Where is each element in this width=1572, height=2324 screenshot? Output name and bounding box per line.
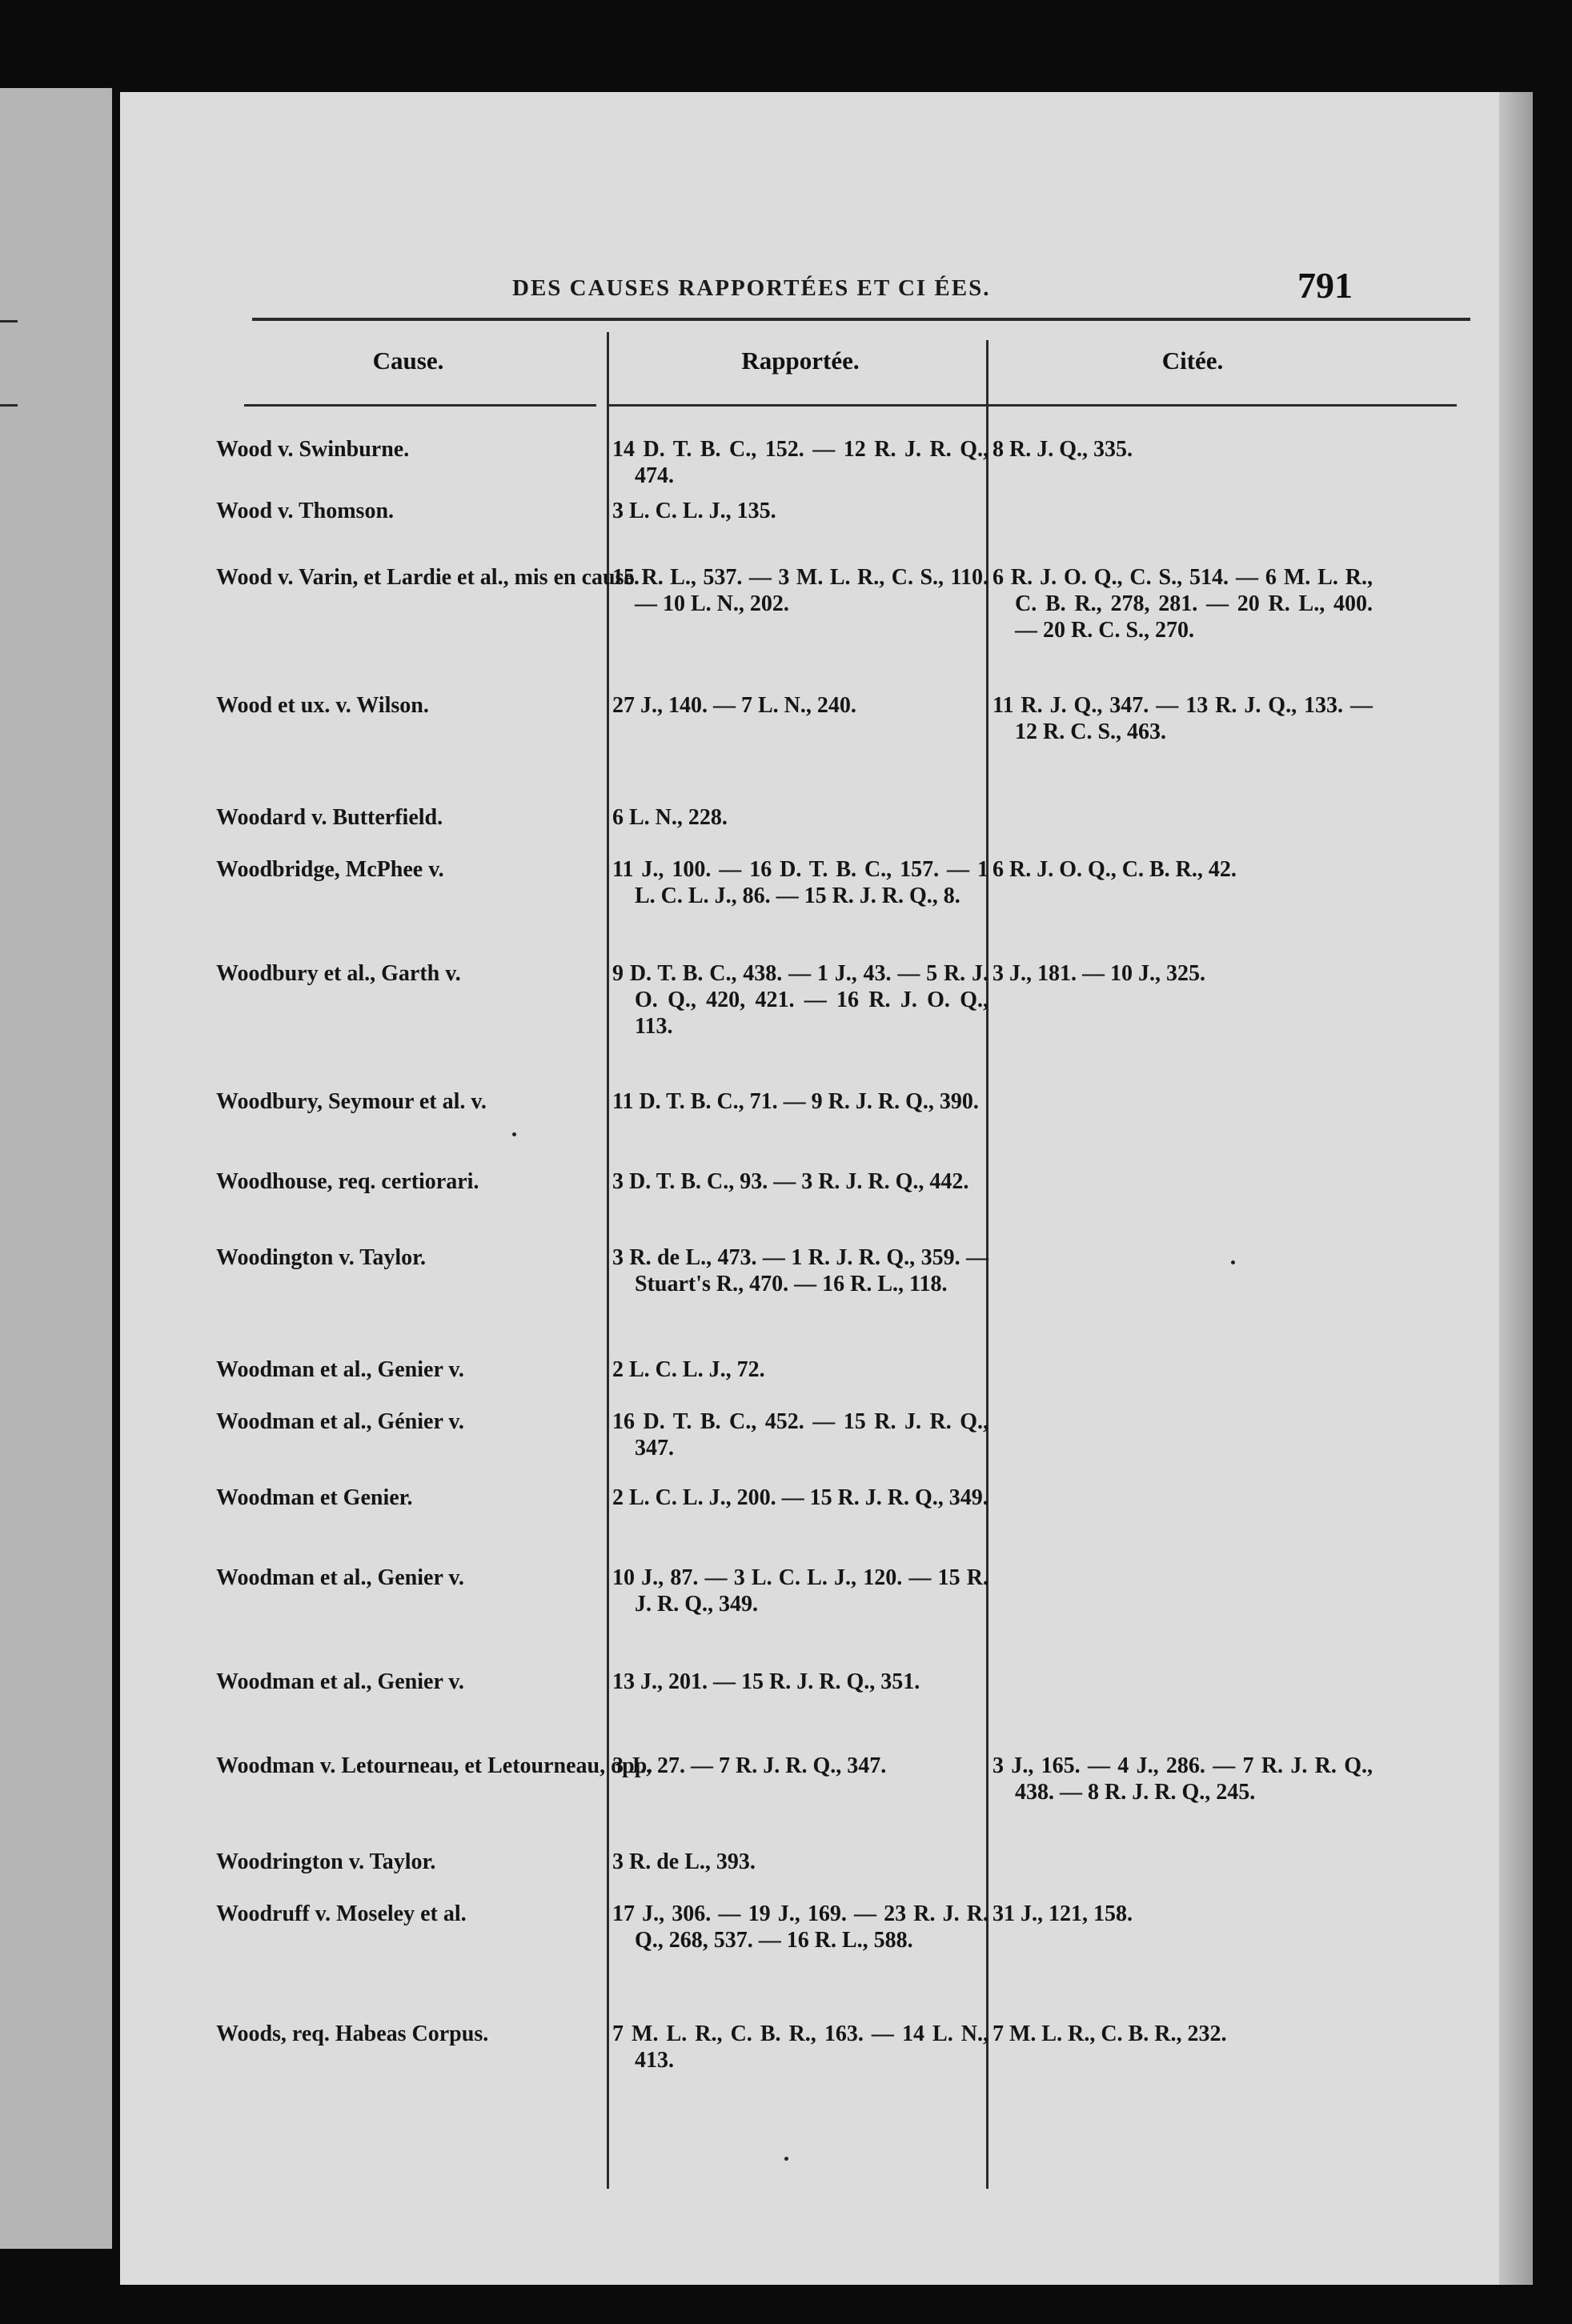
cause-cell: Woods, req. Habeas Corpus. — [216, 2021, 489, 2046]
column-header-reported: Rapportée. — [741, 347, 860, 375]
column-header-rule — [608, 404, 1457, 407]
cause-cell: Wood v. Swinburne. — [216, 437, 410, 462]
reported-cell: 3 R. de L., 393. — [612, 1849, 756, 1874]
reported-cell: 17 J., 306. — 19 J., 169. — 23 R. J. R. Q., 268, 537. — 16 R. L., 588. — [612, 1901, 989, 1953]
reported-cell: 27 J., 140. — 7 L. N., 240. — [612, 693, 856, 718]
reported-cell: 15 R. L., 537. — 3 M. L. R., C. S., 110. — 10 L. N., 202. — [612, 565, 989, 616]
cited-cell: 8 R. J. Q., 335. — [993, 437, 1133, 462]
reported-cell: 14 D. T. B. C., 152. — 12 R. J. R. Q., 474. — [612, 437, 989, 488]
cause-cell: Woodrington v. Taylor. — [216, 1849, 436, 1874]
print-speck — [1231, 1260, 1235, 1264]
reported-cell: 2 L. C. L. J., 200. — 15 R. J. R. Q., 349. — [612, 1485, 989, 1510]
cause-cell: Woodman et al., Genier v. — [216, 1357, 464, 1382]
header-rule — [252, 318, 1470, 321]
cited-cell: 6 R. J. O. Q., C. B. R., 42. — [993, 857, 1237, 882]
page-header — [120, 264, 1353, 312]
cause-cell: Woodbridge, McPhee v. — [216, 857, 444, 882]
reported-cell: 6 L. N., 228. — [612, 805, 728, 830]
reported-cell: 2 L. C. L. J., 72. — [612, 1357, 765, 1382]
reported-cell: 11 J., 100. — 16 D. T. B. C., 157. — 1 L. C. L. J., 86. — 15 R. J. R. Q., 8. — [612, 857, 989, 908]
cause-cell: Woodman et al., Genier v. — [216, 1565, 464, 1590]
reported-cell: 11 D. T. B. C., 71. — 9 R. J. R. Q., 390. — [612, 1089, 979, 1114]
column-header-rule — [244, 404, 596, 407]
reported-cell: 3 L. C. L. J., 135. — [612, 499, 776, 523]
cited-cell: 11 R. J. Q., 347. — 13 R. J. Q., 133. — 12 R. C. S., 463. — [993, 693, 1373, 744]
cause-cell: Woodruff v. Moseley et al. — [216, 1901, 467, 1926]
cause-cell: Wood v. Thomson. — [216, 499, 395, 523]
adjacent-page-edge — [0, 88, 112, 2249]
cited-cell: 7 M. L. R., C. B. R., 232. — [993, 2021, 1227, 2046]
reported-cell: 3 D. T. B. C., 93. — 3 R. J. R. Q., 442. — [612, 1169, 969, 1194]
reported-cell: 13 J., 201. — 15 R. J. R. Q., 351. — [612, 1669, 920, 1694]
cause-cell: Woodman et al., Génier v. — [216, 1409, 464, 1434]
print-speck — [512, 1132, 516, 1136]
cause-cell: Woodman et Genier. — [216, 1485, 413, 1510]
cited-cell: 6 R. J. O. Q., C. S., 514. — 6 M. L. R., C. B. R., 278, 281. — 20 R. L., 400. — 20 R. C. S., 270. — [993, 565, 1373, 643]
cause-cell: Wood v. Varin, et Lardie et al., mis en cause. — [216, 565, 640, 590]
reported-cell: 9 D. T. B. C., 438. — 1 J., 43. — 5 R. J. O. Q., 420, 421. — 16 R. J. O. Q., 113. — [612, 961, 989, 1039]
cause-cell: Woodman v. Letourneau, et Letourneau, opp. — [216, 1753, 653, 1778]
cause-cell: Woodman et al., Genier v. — [216, 1669, 464, 1694]
reported-cell: 16 D. T. B. C., 452. — 15 R. J. R. Q., 347. — [612, 1409, 989, 1461]
cited-cell: 3 J., 181. — 10 J., 325. — [993, 961, 1205, 986]
cause-cell: Woodard v. Butterfield. — [216, 805, 443, 830]
margin-mark — [0, 320, 18, 323]
page-number: 791 — [1297, 265, 1353, 306]
reported-cell: 3 J., 27. — 7 R. J. R. Q., 347. — [612, 1753, 887, 1778]
cited-cell: 3 J., 165. — 4 J., 286. — 7 R. J. R. Q., 438. — 8 R. J. R. Q., 245. — [993, 1753, 1373, 1805]
reported-cell: 10 J., 87. — 3 L. C. L. J., 120. — 15 R. J. R. Q., 349. — [612, 1565, 989, 1617]
cause-cell: Woodington v. Taylor. — [216, 1245, 426, 1270]
book-page — [120, 92, 1533, 2285]
cause-cell: Wood et ux. v. Wilson. — [216, 693, 429, 718]
running-head: DES CAUSES RAPPORTÉES ET CI ÉES. — [512, 275, 991, 301]
cause-cell: Woodhouse, req. certiorari. — [216, 1169, 479, 1194]
cited-cell: 31 J., 121, 158. — [993, 1901, 1133, 1926]
column-header-cause: Cause. — [372, 347, 444, 375]
cause-cell: Woodbury, Seymour et al. v. — [216, 1089, 487, 1114]
cause-cell: Woodbury et al., Garth v. — [216, 961, 461, 986]
page-shadow-edge — [1499, 92, 1533, 2285]
margin-mark — [0, 404, 18, 407]
print-speck — [784, 2157, 788, 2161]
column-header-cited: Citée. — [1161, 347, 1224, 375]
reported-cell: 3 R. de L., 473. — 1 R. J. R. Q., 359. — Stuart's R., 470. — 16 R. L., 118. — [612, 1245, 989, 1296]
reported-cell: 7 M. L. R., C. B. R., 163. — 14 L. N., 413. — [612, 2021, 989, 2073]
